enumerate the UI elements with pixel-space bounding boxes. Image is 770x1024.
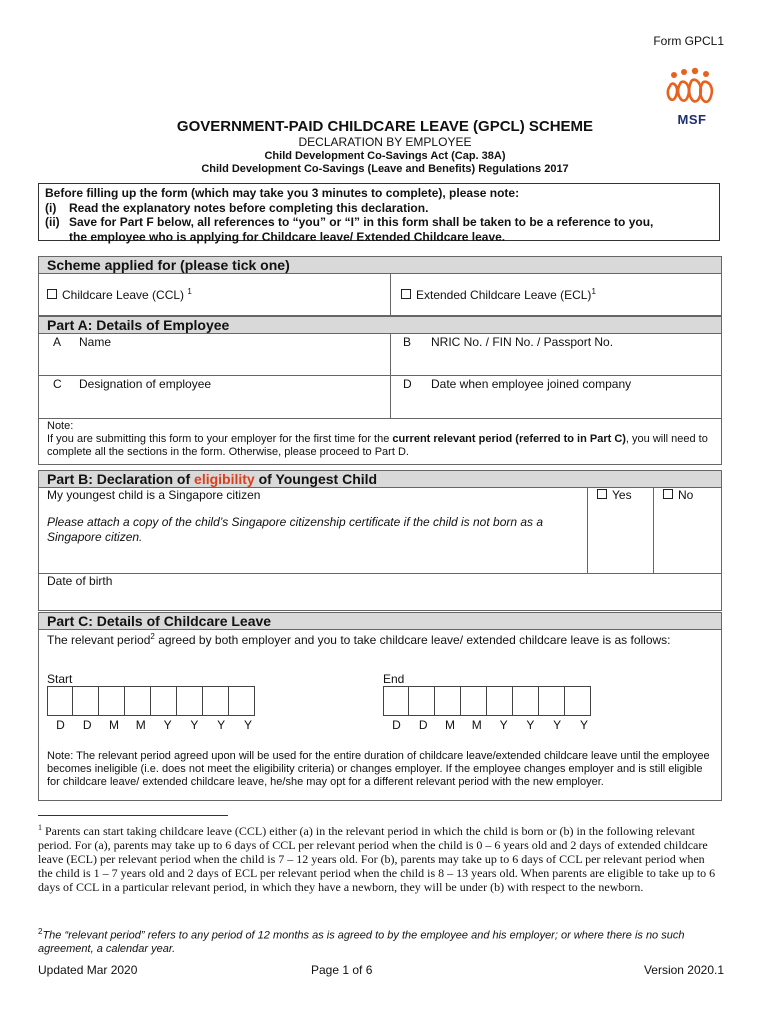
date-letter: Y: [579, 718, 588, 732]
footnote-divider: [38, 815, 228, 816]
footnote-1-marker: 1: [38, 823, 42, 832]
intro-text-end: agreed by both employer and you to take childcare leave/ extended childcare leave is as follows:: [154, 633, 671, 647]
ccl-checkbox[interactable]: [47, 289, 57, 299]
date-cell[interactable]: [383, 686, 409, 716]
date-cell[interactable]: [177, 686, 203, 716]
start-date-input[interactable]: [47, 686, 255, 716]
designation-label: Designation of employee: [79, 377, 212, 391]
eligibility-word: eligibility: [194, 471, 255, 487]
notice-intro: Before filling up the form (which may take you 3 minutes to complete), please note:: [45, 186, 520, 200]
part-b-box: [38, 487, 722, 611]
logo-text: MSF: [677, 112, 707, 127]
field-d-letter: D: [403, 377, 412, 391]
ecl-footnote-ref: 1: [591, 287, 596, 296]
date-cell[interactable]: [565, 686, 591, 716]
start-label: Start: [47, 672, 73, 686]
footnote-1-text: Parents can start taking childcare leave (CCL) either (a) in the relevant period in which the child is born or (b) in the following relevant period. For (a), parents may take up to 6 days of CCL per relevant period when the child is 0 – 6 years old and 2 days of extended childcare leave (ECL) per relevant period when the child is 7 – 12 years old. For (b), parents may take up to 6 days of CCL per relevant period when the child is 1 – 7 years old and 2 days of ECL per relevant period when the child is 8 – 13 years old. When parents are eligible to take up to 6 days of CCL in a particular relevant period, in which they have a newborn, they will be under (b) with respect to the newborn.: [38, 824, 716, 894]
note-emphasis: current relevant period (referred to in Part C): [392, 433, 626, 445]
name-label: Name: [79, 335, 112, 349]
start-date-format: [47, 718, 261, 732]
part-c-box: [38, 629, 722, 801]
yes-label: Yes: [612, 488, 632, 502]
citizenship-attach-note: Please attach a copy of the child’s Singapore citizenship certificate if the child is not born as a Singapore citizen.: [47, 515, 544, 544]
part-b-heading-text: Part B: Declaration of: [47, 471, 195, 487]
note-title: Note:: [47, 420, 74, 432]
footnote-2-text: The “relevant period” refers to any period of 12 months as is agreed to by the employee and his employer; or where there is no such agreement, a calendar year.: [38, 929, 685, 955]
date-letter: Y: [190, 718, 199, 732]
form-id: Form GPCL1: [653, 34, 724, 48]
footnote-2-marker: 2: [38, 927, 43, 936]
part-b-heading-text-end: of Youngest Child: [254, 471, 378, 487]
part-a-box: [38, 333, 722, 465]
note-text-end: , you will need to complete all the sections in the form. Otherwise, please proceed to Part D.: [47, 433, 708, 458]
date-cell[interactable]: [435, 686, 461, 716]
citizen-yes-option[interactable]: [597, 488, 632, 502]
notice-text: the employee who is applying for Childcare leave/ Extended Childcare leave.: [69, 229, 506, 244]
ecl-checkbox[interactable]: [401, 289, 411, 299]
notice-item: [45, 201, 713, 216]
form-title: GOVERNMENT-PAID CHILDCARE LEAVE (GPCL) SCHEME: [176, 118, 594, 135]
dob-label: Date of birth: [47, 574, 113, 588]
end-date-format: [383, 718, 597, 732]
act-reference: Child Development Co-Savings Act (Cap. 38A): [264, 150, 506, 162]
date-cell[interactable]: [539, 686, 565, 716]
date-cell[interactable]: [203, 686, 229, 716]
ccl-option[interactable]: [47, 287, 192, 302]
notice-index: [45, 230, 69, 245]
date-letter: M: [135, 718, 146, 732]
part-c-heading: Part C: Details of Childcare Leave: [38, 612, 722, 630]
footer-version: Version 2020.1: [643, 963, 724, 977]
date-letter: Y: [163, 718, 172, 732]
date-letter: D: [392, 718, 401, 732]
citizen-label: My youngest child is a Singapore citizen: [47, 488, 261, 502]
end-label: End: [383, 672, 405, 686]
notice-item: [45, 215, 713, 230]
date-cell[interactable]: [47, 686, 73, 716]
field-b-letter: B: [403, 335, 412, 349]
date-letter: Y: [217, 718, 226, 732]
date-letter: D: [56, 718, 65, 732]
date-letter: D: [82, 718, 92, 732]
ccl-footnote-ref: 1: [187, 287, 192, 296]
id-number-label: NRIC No. / FIN No. / Passport No.: [431, 335, 614, 349]
date-letter: M: [108, 718, 119, 732]
citizen-no-option[interactable]: [663, 488, 693, 502]
date-cell[interactable]: [487, 686, 513, 716]
footer-page-number: Page 1 of 6: [311, 963, 373, 977]
date-cell[interactable]: [73, 686, 99, 716]
date-cell[interactable]: [229, 686, 255, 716]
part-b-heading: [38, 470, 722, 488]
scheme-box: [38, 273, 722, 316]
notice-item: [45, 230, 713, 245]
regulations-reference: Child Development Co-Savings (Leave and Benefits) Regulations 2017: [201, 163, 569, 175]
relevant-period-note: Note: The relevant period agreed upon will be used for the entire duration of childcare leave/extended childcare leave until the employee becomes ineligible (i.e. does not meet the eligibility criteria) or changes employer. If the employee changes employer and is still eligible for childcare leave/ extended childcare leave, he/she may opt for a different relevant period with the new employer.: [47, 750, 710, 788]
field-c-letter: C: [53, 377, 62, 391]
date-cell[interactable]: [99, 686, 125, 716]
yes-checkbox[interactable]: [597, 489, 607, 499]
note-text: If you are submitting this form to your employer for the first time for the: [47, 433, 393, 445]
notice-index: (i): [45, 200, 57, 215]
date-cell[interactable]: [125, 686, 151, 716]
intro-text: The relevant period: [47, 633, 151, 647]
notice-box: [38, 183, 720, 244]
notice-index: (ii): [45, 215, 60, 229]
relevant-period-intro: [47, 630, 707, 647]
notice-text: Read the explanatory notes before completing this declaration.: [69, 200, 429, 215]
date-cell[interactable]: [461, 686, 487, 716]
field-a-letter: A: [53, 335, 62, 349]
date-letter: Y: [499, 718, 508, 732]
no-checkbox[interactable]: [663, 489, 673, 499]
no-label: No: [678, 488, 694, 502]
date-letter: Y: [553, 718, 562, 732]
msf-logo-icon: [662, 66, 722, 114]
footer-updated: Updated Mar 2020: [38, 963, 138, 977]
notice-text: Save for Part F below, all references to “you” or “I” in this form shall be taken to be a reference to you,: [69, 215, 654, 229]
ccl-label: Childcare Leave (CCL): [62, 288, 185, 302]
date-letter: Y: [526, 718, 535, 732]
intro-footnote-ref: 2: [150, 632, 155, 641]
join-date-label: Date when employee joined company: [431, 377, 632, 391]
date-cell[interactable]: [409, 686, 435, 716]
footnote-2: [38, 925, 724, 956]
part-a-heading: Part A: Details of Employee: [38, 316, 722, 334]
ecl-option[interactable]: [401, 287, 596, 302]
part-a-note: [47, 420, 717, 459]
footnote-1: [38, 821, 722, 894]
scheme-heading: Scheme applied for (please tick one): [38, 256, 722, 274]
date-cell[interactable]: [151, 686, 177, 716]
date-letter: Y: [243, 718, 252, 732]
end-date-input[interactable]: [383, 686, 591, 716]
ecl-label: Extended Childcare Leave (ECL): [416, 288, 592, 302]
date-letter: D: [418, 718, 428, 732]
date-cell[interactable]: [513, 686, 539, 716]
date-letter: M: [471, 718, 482, 732]
date-letter: M: [444, 718, 455, 732]
form-subtitle: DECLARATION BY EMPLOYEE: [298, 135, 472, 149]
